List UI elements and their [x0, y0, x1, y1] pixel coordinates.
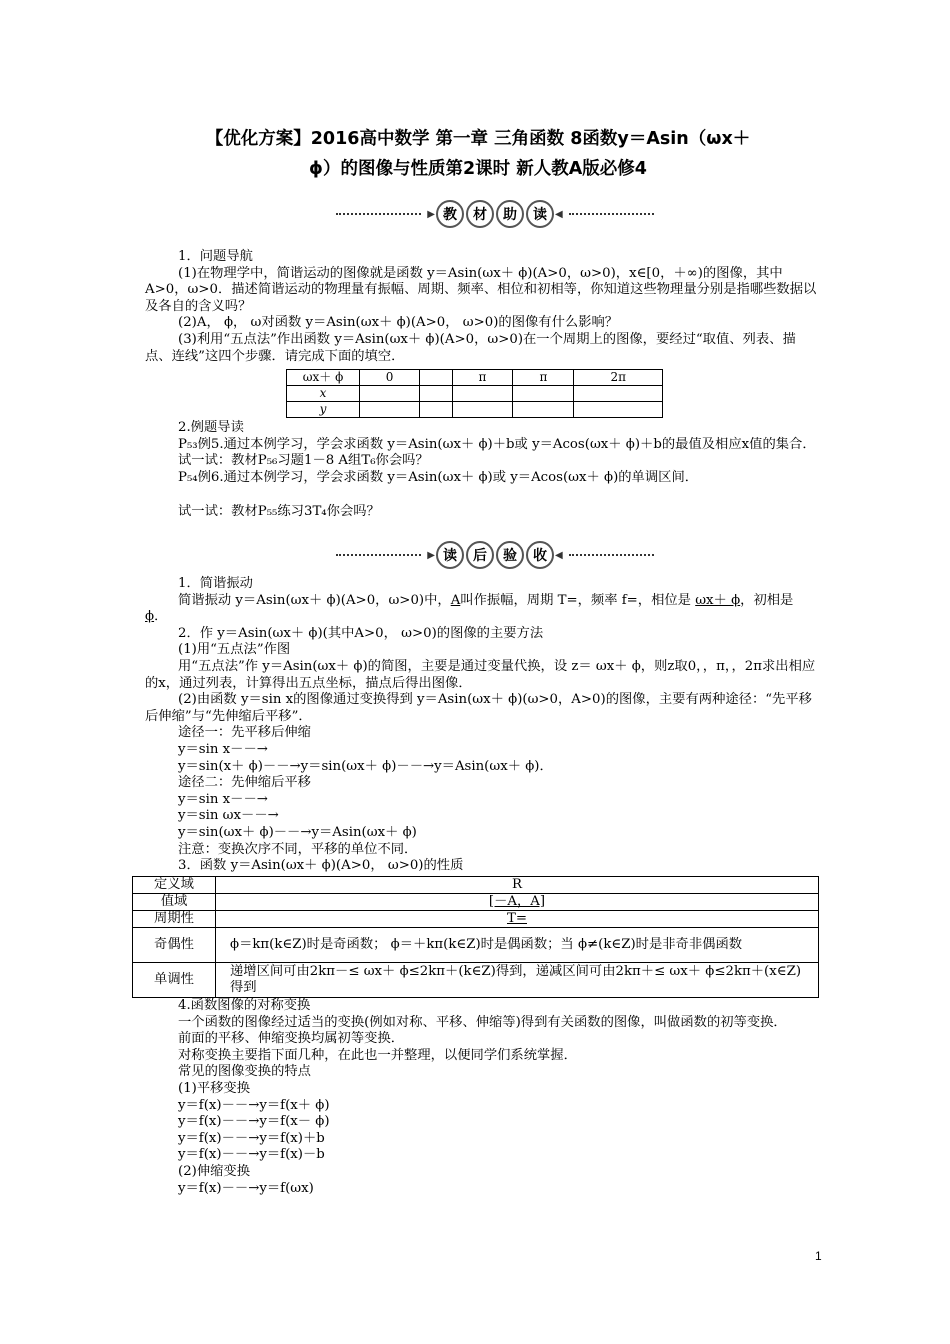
heading-problem-guide: 1．问题导航	[178, 249, 253, 264]
five-point-table	[286, 369, 663, 418]
path-1-step-b: y＝sin(x＋ ϕ)－－→y＝sin(ωx＋ ϕ)－－→y＝Asin(ωx＋ ϕ)．	[178, 758, 553, 774]
question-2: (2)A， ϕ， ω对函数 y＝Asin(ωx＋ ϕ)(A>0， ω>0)的图像有什么影响？	[178, 315, 619, 331]
table-cell: ϕ＝kπ(k∈Z)时是奇函数； ϕ＝＋kπ(k∈Z)时是偶函数；当 ϕ≠(k∈Z)时是非奇非偶函数	[216, 928, 819, 963]
section-problem-guide	[145, 249, 817, 365]
banner-arrow-left-icon: ◀	[555, 549, 563, 561]
table-row	[133, 963, 819, 998]
table-cell: 0	[360, 370, 420, 386]
table-cell: y	[287, 402, 360, 418]
table-cell	[574, 386, 663, 402]
path-2-title: 途径二：先伸缩后平移	[178, 775, 311, 791]
table-cell: π	[513, 370, 574, 386]
method-1-title: (1)用“五点法”作图	[178, 642, 291, 658]
document-title	[128, 124, 828, 184]
translation-title: (1)平移变换	[178, 1080, 251, 1096]
path-1-step-a: y＝sin x－－→	[178, 741, 268, 757]
table-row	[287, 402, 663, 418]
scaling-title: (2)伸缩变换	[178, 1163, 251, 1179]
banner-dotted-line-left	[336, 554, 421, 556]
banner-arrow-right-icon: ▶	[427, 208, 435, 220]
title-line-2: ϕ）的图像与性质第2课时 新人教A版必修4	[309, 159, 647, 179]
table-cell	[452, 386, 513, 402]
banner-char: 收	[526, 541, 554, 569]
banner-arrow-left-icon: ◀	[555, 208, 563, 220]
table-cell	[360, 402, 420, 418]
properties-table	[132, 876, 819, 998]
heading-harmonic: 1．简谐振动	[178, 576, 253, 591]
table-cell	[360, 386, 420, 402]
table-row	[133, 894, 819, 911]
table-header-cell: 奇偶性	[133, 928, 216, 963]
table-cell	[452, 402, 513, 418]
table-row	[133, 928, 819, 963]
table-cell: 递增区间可由2kπ－≤ ωx＋ ϕ≤2kπ＋(k∈Z)得到，递减区间可由2kπ＋≤ ωx＋ ϕ≤2kπ＋(x∈Z)得到	[216, 963, 819, 998]
table-cell: R	[216, 877, 819, 894]
banner-dotted-line-right	[569, 554, 654, 556]
banner-char: 验	[496, 541, 524, 569]
title-line-1: 【优化方案】2016高中数学 第一章 三角函数 8函数y＝Asin（ωx＋	[205, 129, 751, 149]
table-header-cell: 周期性	[133, 911, 216, 928]
table-row	[287, 370, 663, 386]
method-2-text: (2)由函数 y＝sin x的图像通过变换得到 y＝Asin(ωx＋ ϕ)(ω>0，A>0)的图像，主要有两种途径：“先平移后伸缩”与“先伸缩后平移”．	[145, 692, 812, 724]
table-row	[133, 911, 819, 928]
table-cell	[420, 386, 452, 402]
page-number: 1	[815, 1249, 822, 1263]
banner-arrow-right-icon: ▶	[427, 549, 435, 561]
section-review	[145, 576, 817, 875]
path-1-title: 途径一：先平移后伸缩	[178, 725, 311, 741]
harmonic-definition: 简谐振动 y＝Asin(ωx＋ ϕ)(A>0，ω>0)中，A叫作振幅，周期 T=，频率 f=，相位是 ωx＋ ϕ，初相是 ϕ．	[145, 592, 794, 625]
formula-line: y＝f(x)－－→y＝f(x)－b	[178, 1147, 325, 1163]
table-cell	[513, 386, 574, 402]
table-header-cell: 值域	[133, 894, 216, 911]
note: 注意：变换次序不同，平移的单位不同．	[178, 841, 418, 857]
banner-dotted-line-left	[336, 213, 421, 215]
section-example-guide	[145, 420, 817, 521]
banner-char: 读	[526, 200, 554, 228]
question-3: (3)利用“五点法”作出函数 y＝Asin(ωx＋ ϕ)(A>0，ω>0)在一个周期上的图像，要经过“取值、列表、描点、连线”这四个步骤．请完成下面的填空．	[145, 331, 796, 364]
path-2-step-c: y＝sin(ωx＋ ϕ)－－→y＝Asin(ωx＋ ϕ)	[178, 824, 417, 840]
table-row	[287, 386, 663, 402]
try-it-2: 试一试：教材P₅₅练习3T₄你会吗？	[178, 504, 380, 520]
section-banner-review	[330, 540, 660, 570]
table-cell	[420, 370, 452, 386]
table-cell	[420, 402, 452, 418]
section-symmetry	[145, 998, 817, 1197]
table-header-cell: 单调性	[133, 963, 216, 998]
example-5: P₅₃例5.通过本例学习，学会求函数 y＝Asin(ωx＋ ϕ)＋b或 y＝Acos(ωx＋ ϕ)＋b的最值及相应x值的集合．	[178, 436, 816, 452]
path-2-step-b: y＝sin ωx－－→	[178, 808, 279, 824]
table-cell: [－A，A]	[216, 894, 819, 911]
banner-char: 材	[466, 200, 494, 228]
paragraph: 一个函数的图像经过适当的变换(例如对称、平移、伸缩等)得到有关函数的图像，叫做函数的初等变换．	[178, 1014, 787, 1030]
table-cell	[574, 402, 663, 418]
paragraph: 对称变换主要指下面几种，在此也一并整理，以便同学们系统掌握．	[178, 1047, 577, 1063]
table-cell: 2π	[574, 370, 663, 386]
formula-line: y＝f(x)－－→y＝f(x)＋b	[178, 1130, 325, 1146]
heading-example-guide: 2.例题导读	[178, 420, 244, 435]
section-banner-textbook-guide	[330, 199, 660, 229]
table-row	[133, 877, 819, 894]
table-header-cell: 定义域	[133, 877, 216, 894]
table-cell: x	[287, 386, 360, 402]
example-6: P₅₄例6.通过本例学习，学会求函数 y＝Asin(ωx＋ ϕ)或 y＝Acos(ωx＋ ϕ)的单调区间．	[178, 469, 699, 485]
question-1: (1)在物理学中，简谐运动的图像就是函数 y＝Asin(ωx＋ ϕ)(A>0，ω>0)，x∈[0，＋∞)的图像，其中A>0，ω>0．描述简谐运动的物理量有振幅、周期、频率、相位和初相等，你知道这些物理量分别是指哪些数据以及各自的含义吗？	[145, 265, 817, 314]
formula-line: y＝f(x)－－→y＝f(x－ ϕ)	[178, 1114, 330, 1130]
heading-properties: 3．函数 y＝Asin(ωx＋ ϕ)(A>0， ω>0)的性质	[178, 858, 464, 874]
banner-char: 教	[436, 200, 464, 228]
heading-method: 2．作 y＝Asin(ωx＋ ϕ)(其中A>0， ω>0)的图像的主要方法	[178, 625, 544, 641]
table-cell	[513, 402, 574, 418]
paragraph: 常见的图像变换的特点	[178, 1064, 311, 1080]
table-cell: ωx＋ ϕ	[287, 370, 360, 386]
formula-line: y＝f(x)－－→y＝f(x＋ ϕ)	[178, 1097, 330, 1113]
heading-symmetry: 4.函数图像的对称变换	[178, 998, 311, 1013]
table-cell: π	[452, 370, 513, 386]
banner-char: 后	[466, 541, 494, 569]
method-1-text: 用“五点法”作 y＝Asin(ωx＋ ϕ)的简图，主要是通过变量代换，设 z＝ ωx＋ ϕ，则z取0，，π，，2π求出相应的x，通过列表，计算得出五点坐标，描点后得出图像．	[145, 658, 816, 691]
paragraph: 前面的平移、伸缩变换均属初等变换．	[178, 1031, 405, 1047]
formula-line: y＝f(x)－－→y＝f(ωx)	[178, 1180, 314, 1196]
banner-dotted-line-right	[569, 213, 654, 215]
banner-char: 助	[496, 200, 524, 228]
table-cell: T=	[216, 911, 819, 928]
path-2-step-a: y＝sin x－－→	[178, 791, 268, 807]
banner-char: 读	[436, 541, 464, 569]
try-it-1: 试一试：教材P₅₆习题1－8 A组T₆你会吗？	[178, 453, 429, 469]
